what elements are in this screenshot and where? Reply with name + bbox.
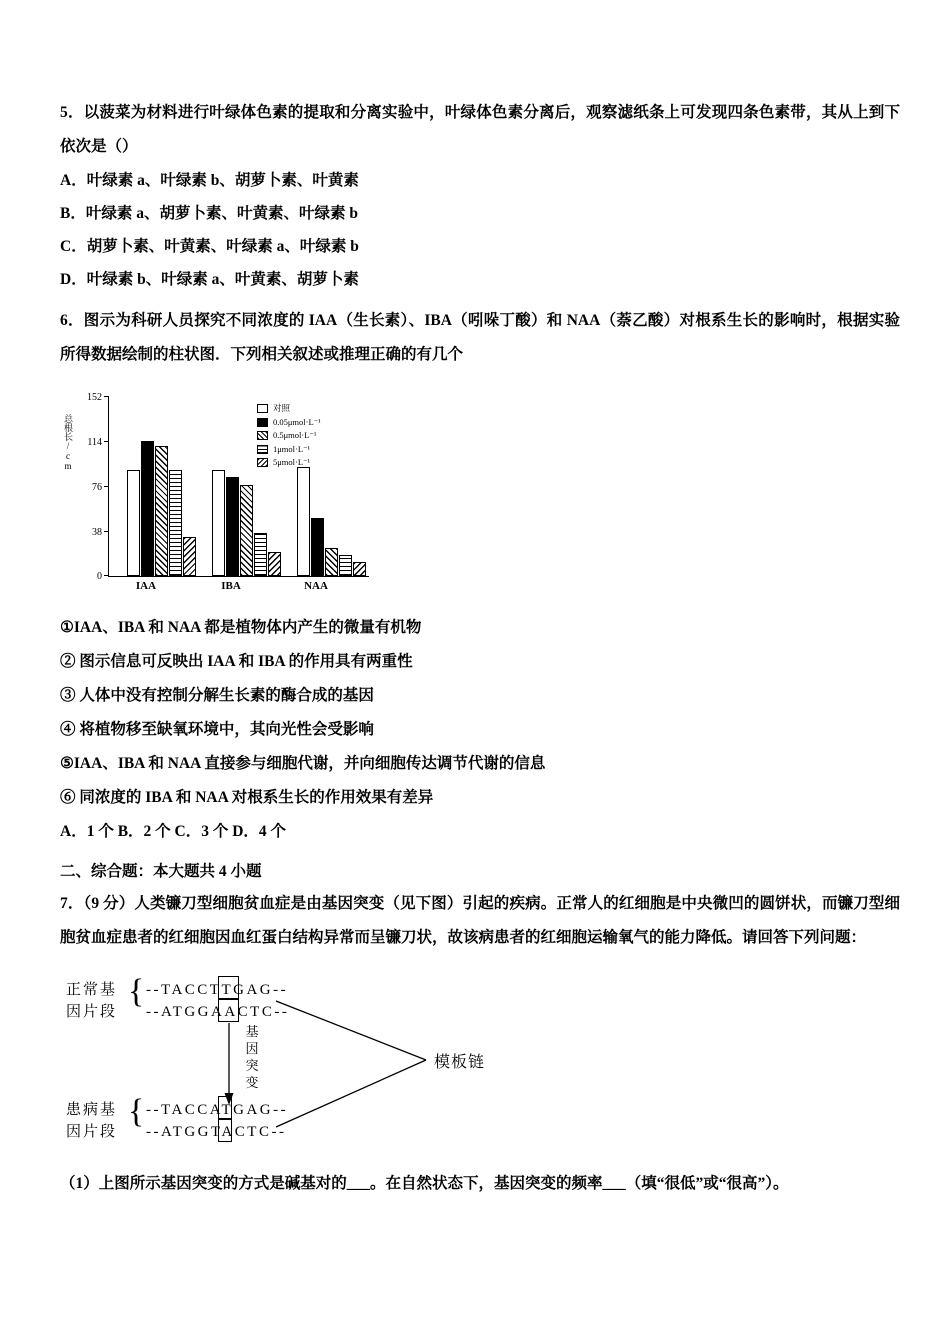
legend-label-005: 0.05μmol·L⁻¹ (273, 416, 321, 427)
normal-strand-bottom-boxed: AA (211, 1004, 238, 1020)
legend-item-1 (257, 443, 321, 457)
legend-swatch-05 (257, 431, 268, 440)
section-2-heading: 二、综合题：本大题共 4 小题 (60, 863, 262, 880)
question-6-item-5: ⑤IAA、IBA 和 NAA 直接参与细胞代谢，并向细胞传达调节代谢的信息 (60, 755, 546, 772)
bar-chart-figure (60, 386, 390, 601)
normal-gene-label-line2: 因片段 (66, 1004, 118, 1020)
question-6-item-6: ⑥ 同浓度的 IBA 和 NAA 对根系生长的作用效果有差异 (60, 789, 434, 806)
bar-naa-control (297, 467, 310, 576)
dna-mutation-figure (66, 967, 566, 1157)
bar-naa-005 (311, 518, 324, 576)
legend-label-05: 0.5μmol·L⁻¹ (273, 430, 317, 440)
disease-strand-top-suffix: TGAG-- (221, 1102, 289, 1118)
legend-swatch-5 (257, 458, 268, 467)
normal-strand-top-boxed: TT (209, 982, 234, 998)
legend-item-005 (257, 416, 321, 430)
template-strand-pointer-icon (276, 985, 456, 1135)
bar-iba-5 (268, 552, 281, 576)
bar-iaa-5 (183, 537, 196, 576)
legend-item-control (257, 402, 321, 416)
question-5-option-b[interactable]: B．叶绿素 a、胡萝卜素、叶黄素、叶绿素 b (60, 205, 358, 222)
question-6-item-3: ③ 人体中没有控制分解生长素的酶合成的基因 (60, 687, 374, 704)
question-5-option-c[interactable]: C．胡萝卜素、叶黄素、叶绿素 a、叶绿素 b (60, 238, 359, 255)
chart-group-iaa (127, 441, 196, 576)
disease-gene-label-line1: 患病基 (66, 1102, 118, 1118)
disease-gene-label-line2: 因片段 (66, 1124, 118, 1140)
legend-label-5: 5μmol·L⁻¹ (273, 457, 311, 467)
chart-legend (257, 402, 321, 470)
question-6-stem: 6．图示为科研人员探究不同浓度的 IAA（生长素）、IBA（吲哚丁酸）和 NAA（萘乙酸）对根系生长的影响时，根据实验所得数据绘制的柱状图．下列相关叙述或推理正确的有几个 (60, 312, 900, 363)
template-strand-label: 模板链 (434, 1054, 486, 1071)
chart-y-axis-label: 总根长/cm (63, 414, 73, 471)
normal-strand-top-prefix: --TACC (146, 982, 210, 998)
disease-strand-bottom-prefix: --ATGG (146, 1124, 211, 1140)
mutation-label-char-1: 基 (245, 1024, 259, 1039)
question-5-option-d[interactable]: D．叶绿素 b、叶绿素 a、叶黄素、胡萝卜素 (60, 271, 359, 288)
disease-strand-bottom-boxed: T (211, 1124, 222, 1140)
legend-swatch-1 (257, 445, 268, 454)
chart-xtick-naa: NAA (304, 580, 328, 592)
chart-xtick-iaa: IAA (135, 580, 157, 592)
normal-gene-brace: { (128, 973, 145, 1010)
normal-strand-bottom-prefix: --ATGG (146, 1004, 211, 1020)
bar-naa-1 (339, 555, 352, 576)
chart-ytick-76: 76 (92, 482, 102, 493)
chart-ytick-38: 38 (92, 527, 102, 538)
normal-mutation-box-bottom (218, 998, 239, 1022)
bar-iba-control (212, 470, 225, 576)
bar-iaa-control (127, 470, 140, 576)
bar-iaa-005 (141, 441, 154, 576)
chart-group-iba (212, 470, 281, 576)
disease-strand-top-boxed: A (209, 1102, 222, 1118)
legend-label-control: 对照 (273, 403, 291, 413)
legend-item-05 (257, 429, 321, 443)
bar-naa-5 (353, 562, 366, 576)
chart-ytick-0: 0 (97, 571, 102, 582)
chart-xtick-iba: IBA (221, 580, 241, 592)
question-6-item-1: ①IAA、IBA 和 NAA 都是植物体内产生的微量有机物 (60, 619, 422, 636)
disease-mutation-box-top (218, 1096, 232, 1120)
question-6-item-2: ② 图示信息可反映出 IAA 和 IBA 的作用具有两重性 (60, 653, 413, 670)
question-7-stem: 7．（9 分）人类镰刀型细胞贫血症是由基因突变（见下图）引起的疾病。正常人的红细胞是中央微凹的圆饼状，而镰刀型细胞贫血症患者的红细胞因血红蛋白结构异常而呈镰刀状，故该病患者的红细胞运输氧气的能力降低。请回答下列问题： (60, 895, 900, 946)
question-5-stem: 5．以菠菜为材料进行叶绿体色素的提取和分离实验中，叶绿体色素分离后，观察滤纸条上可发现四条色素带，其从上到下依次是（） (60, 104, 900, 155)
disease-strand-bottom-suffix: ACTC-- (221, 1124, 287, 1140)
mutation-label-char-2: 因 (245, 1041, 259, 1056)
question-5-option-a[interactable]: A．叶绿素 a、叶绿素 b、胡萝卜素、叶黄素 (60, 172, 359, 189)
bar-iaa-1 (169, 470, 182, 576)
document-content (60, 96, 900, 1201)
bar-iba-005 (226, 477, 239, 576)
normal-mutation-box-top (218, 976, 239, 1000)
chart-group-naa (297, 467, 366, 576)
chart-ytick-114: 114 (87, 437, 102, 448)
legend-item-5 (257, 456, 321, 470)
question-7-sub-1: （1）上图所示基因突变的方式是碱基对的___。在自然状态下，基因突变的频率___（填“很低”或“很高”）。 (60, 1175, 789, 1192)
disease-gene-brace: { (128, 1093, 145, 1130)
bar-naa-05 (325, 548, 338, 576)
disease-strand-top-prefix: --TACC (146, 1102, 210, 1118)
disease-mutation-box-bottom (218, 1118, 232, 1142)
mutation-arrow-icon (221, 1023, 237, 1107)
legend-swatch-005 (257, 418, 268, 427)
chart-plot-area (108, 396, 369, 577)
bar-iaa-05 (155, 446, 168, 576)
normal-strand-bottom-suffix: CTC-- (237, 1004, 290, 1020)
question-6-answer-options[interactable]: A．1 个 B．2 个 C．3 个 D．4 个 (60, 823, 287, 840)
bar-iba-1 (254, 533, 267, 576)
question-6-item-4: ④ 将植物移至缺氧环境中，其向光性会受影响 (60, 721, 374, 738)
normal-gene-label-line1: 正常基 (66, 982, 118, 998)
disease-strand-bottom (146, 1121, 286, 1143)
normal-strand-top-suffix: GAG-- (233, 982, 289, 998)
legend-label-1: 1μmol·L⁻¹ (273, 443, 311, 454)
mutation-label-char-4: 变 (245, 1075, 259, 1090)
chart-ytick-152: 152 (87, 392, 102, 403)
mutation-label-char-3: 突 (245, 1058, 259, 1073)
bar-iba-05 (240, 485, 253, 576)
legend-swatch-control (257, 404, 268, 413)
